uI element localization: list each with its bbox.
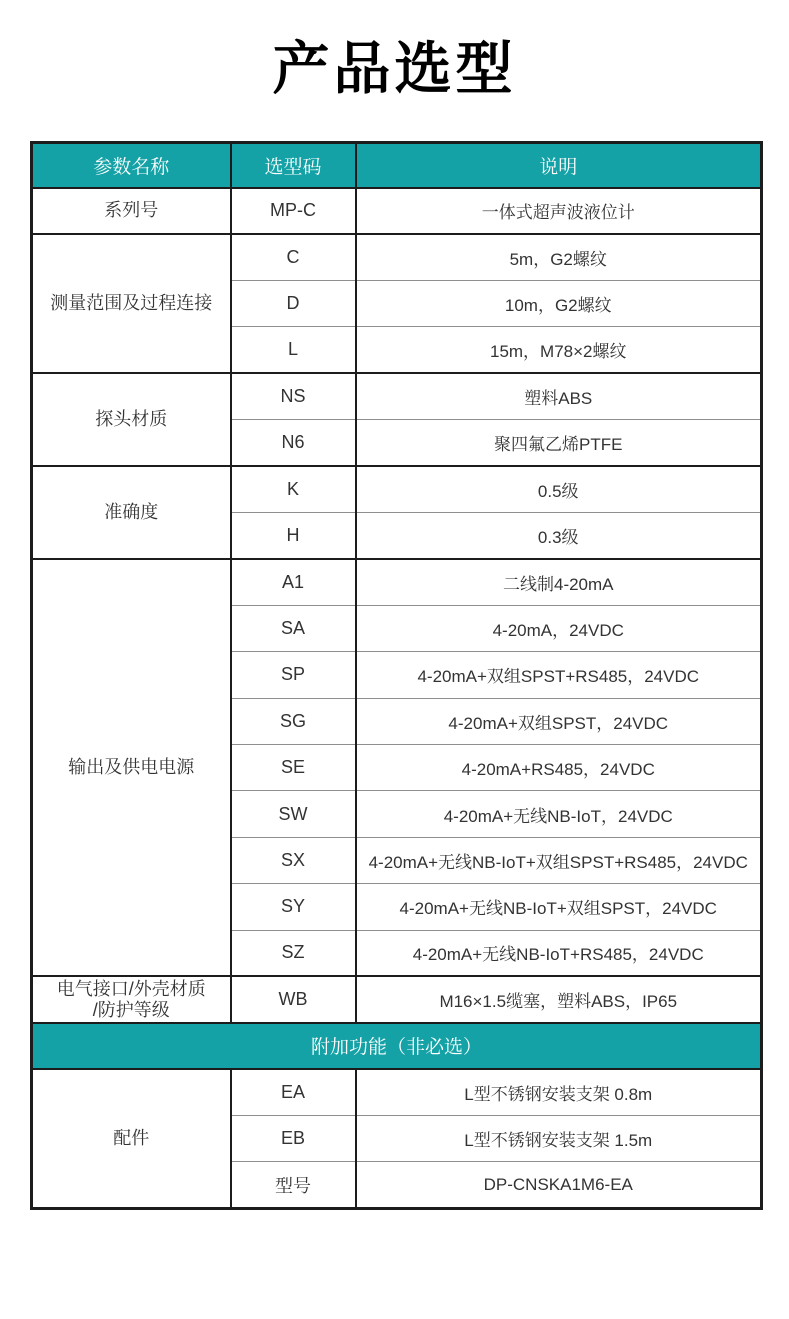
code-cell: H xyxy=(231,512,356,558)
code-cell: SZ xyxy=(231,930,356,976)
desc-cell: 一体式超声波液位计 xyxy=(356,188,762,234)
desc-cell: 5m，G2螺纹 xyxy=(356,234,762,280)
param-line-2: /防护等级 xyxy=(92,999,170,1020)
code-cell: D xyxy=(231,281,356,327)
code-cell: C xyxy=(231,234,356,280)
table-row xyxy=(32,234,762,280)
param-cell-range-connection: 测量范围及过程连接 xyxy=(32,234,231,373)
param-cell-series: 系列号 xyxy=(32,188,231,234)
table-header-row xyxy=(32,143,762,188)
desc-cell: 4-20mA+双组SPST，24VDC xyxy=(356,698,762,744)
param-cell-accuracy: 准确度 xyxy=(32,466,231,559)
table-row xyxy=(32,466,762,512)
desc-cell: 10m，G2螺纹 xyxy=(356,281,762,327)
desc-cell: 4-20mA+无线NB-IoT+RS485，24VDC xyxy=(356,930,762,976)
product-selection-table xyxy=(30,141,763,1210)
table-row xyxy=(32,373,762,419)
param-cell-output-power: 输出及供电电源 xyxy=(32,559,231,977)
desc-cell: 4-20mA+无线NB-IoT，24VDC xyxy=(356,791,762,837)
code-cell: N6 xyxy=(231,420,356,466)
desc-cell: 二线制4-20mA xyxy=(356,559,762,605)
column-header-selection-code: 选型码 xyxy=(231,143,356,188)
code-cell: SE xyxy=(231,744,356,790)
desc-cell: 塑料ABS xyxy=(356,373,762,419)
code-cell: EA xyxy=(231,1069,356,1115)
code-cell: SX xyxy=(231,837,356,883)
code-cell: SW xyxy=(231,791,356,837)
desc-cell: 4-20mA，24VDC xyxy=(356,605,762,651)
param-cell-probe-material: 探头材质 xyxy=(32,373,231,466)
desc-cell: L型不锈钢安装支架 1.5m xyxy=(356,1116,762,1162)
param-line-1: 电气接口/外壳材质 xyxy=(56,978,206,999)
code-cell: A1 xyxy=(231,559,356,605)
page-title: 产品选型 xyxy=(272,37,517,101)
desc-cell: 4-20mA+双组SPST+RS485，24VDC xyxy=(356,652,762,698)
desc-cell: 15m，M78×2螺纹 xyxy=(356,327,762,373)
code-cell: NS xyxy=(231,373,356,419)
desc-cell: 4-20mA+无线NB-IoT+双组SPST+RS485，24VDC xyxy=(356,837,762,883)
desc-cell: 4-20mA+RS485，24VDC xyxy=(356,744,762,790)
desc-cell: 4-20mA+无线NB-IoT+双组SPST，24VDC xyxy=(356,884,762,930)
desc-cell: 0.3级 xyxy=(356,512,762,558)
param-cell-accessories: 配件 xyxy=(32,1069,231,1208)
desc-cell: M16×1.5缆塞，塑料ABS，IP65 xyxy=(356,976,762,1022)
desc-cell: 聚四氟乙烯PTFE xyxy=(356,420,762,466)
code-cell: K xyxy=(231,466,356,512)
desc-cell: L型不锈钢安装支架 0.8m xyxy=(356,1069,762,1115)
additional-functions-band xyxy=(32,1023,762,1069)
table-row xyxy=(32,188,762,234)
code-cell: SY xyxy=(231,884,356,930)
code-cell: SG xyxy=(231,698,356,744)
code-cell: SP xyxy=(231,652,356,698)
column-header-description: 说明 xyxy=(356,143,762,188)
code-cell: L xyxy=(231,327,356,373)
param-cell-electrical-enclosure xyxy=(32,976,231,1022)
code-cell: WB xyxy=(231,976,356,1022)
code-cell: SA xyxy=(231,605,356,651)
additional-functions-label: 附加功能（非必选） xyxy=(32,1023,762,1069)
code-cell: 型号 xyxy=(231,1162,356,1208)
page xyxy=(0,34,789,1210)
table-row xyxy=(32,1069,762,1115)
column-header-parameter-name: 参数名称 xyxy=(32,143,231,188)
code-cell: MP-C xyxy=(231,188,356,234)
desc-cell: 0.5级 xyxy=(356,466,762,512)
code-cell: EB xyxy=(231,1116,356,1162)
table-row xyxy=(32,559,762,605)
table-row xyxy=(32,976,762,1022)
desc-cell: DP-CNSKA1M6-EA xyxy=(356,1162,762,1208)
